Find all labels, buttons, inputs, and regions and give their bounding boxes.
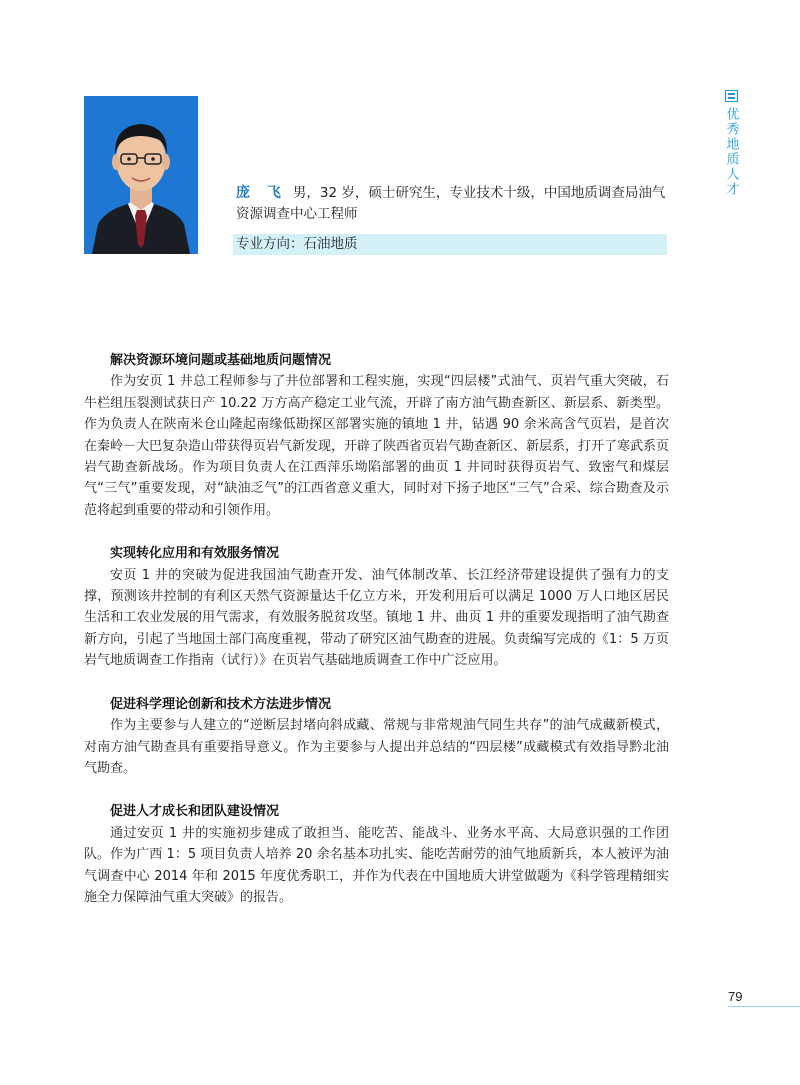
main-content — [84, 350, 669, 930]
section-body: 安页 1 井的突破为促进我国油气勘查开发、油气体制改革、长江经济带建设提供了强有力的支撑，预测该井控制的有利区天然气资源量达千亿立方米，开发利用后可以满足 1000 万人口地区居民生活和工农业发展的用气需求，有效服务脱贫攻坚。镇地 1 井、曲页 1 井的重要发现指明了油气勘查新方向，引起了当地国土部门高度重视，带动了研究区油气勘查的进展。负责编写完成的《1：5 万页岩气地质调查工作指南（试行）》在页岩气基础地质调查工作中广泛应用。 — [84, 567, 669, 669]
section-body: 通过安页 1 井的实施初步建成了敢担当、能吃苦、能战斗、业务水平高、大局意识强的工作团队。作为广西 1：5 项目负责人培养 20 余名基本功扎实、能吃苦耐劳的油气地质新兵，本人被评为油气调查中心 2014 年和 2015 年度优秀职工，并作为代表在中国地质大讲堂做题为《科学管理精细实施全力保障油气重大突破》的报告。 — [84, 825, 669, 905]
section-icon — [725, 90, 738, 102]
section-heading: 实现转化应用和有效服务情况 — [110, 546, 280, 562]
person-description: 男，32 岁，硕士研究生，专业技术十级，中国地质调查局油气资源调查中心工程师 — [236, 185, 666, 222]
specialty-field-bar — [233, 234, 667, 255]
section-resource-problems — [84, 350, 669, 521]
section-theory-innovation — [84, 694, 669, 780]
person-name: 庞 飞 — [236, 185, 287, 201]
section-heading: 促进科学理论创新和技术方法进步情况 — [110, 696, 332, 712]
section-body: 作为主要参与人建立的“逆断层封堵向斜成藏、常规与非常规油气同生共存”的油气成藏新模式，对南方油气勘查具有重要指导意义。作为主要参与人提出并总结的“四层楼”成藏模式有效指导黔北油气勘查。 — [84, 718, 669, 776]
page-number-rule — [728, 1006, 800, 1007]
section-talent-team — [84, 801, 669, 908]
section-body: 作为安页 1 井总工程师参与了井位部署和工程实施，实现“四层楼”式油气、页岩气重大突破，石牛栏组压裂测试获日产 10.22 万方高产稳定工业气流，开辟了南方油气勘查新区、新层系、新类型。作为负责人在陕南米仓山隆起南缘低勘探区部署实施的镇地 1 井，钻遇 90 余米高含气页岩，是首次在秦岭－大巴复杂造山带获得页岩气新发现，开辟了陕西省页岩气勘查新区、新层系，打开了寒武系页岩气勘查新战场。作为项目负责人在江西萍乐坳陷部署的曲页 1 井同时获得页岩气、致密气和煤层气“三气”重要发现，对“缺油乏气”的江西省意义重大，同时对下扬子地区“三气”合采、综合勘查及示范将起到重要的带动和引领作用。 — [84, 374, 670, 518]
side-category-text: 优秀地质人才 — [723, 107, 739, 197]
portrait-photo — [84, 96, 198, 254]
section-heading: 促进人才成长和团队建设情况 — [110, 804, 280, 820]
profile-summary — [236, 183, 666, 225]
section-application-services — [84, 543, 669, 671]
page-number: 79 — [728, 989, 743, 1004]
specialty-field: 专业方向：石油地质 — [236, 236, 358, 252]
portrait-illustration — [84, 96, 198, 254]
side-category-label — [723, 90, 739, 197]
section-heading: 解决资源环境问题或基础地质问题情况 — [110, 353, 332, 368]
